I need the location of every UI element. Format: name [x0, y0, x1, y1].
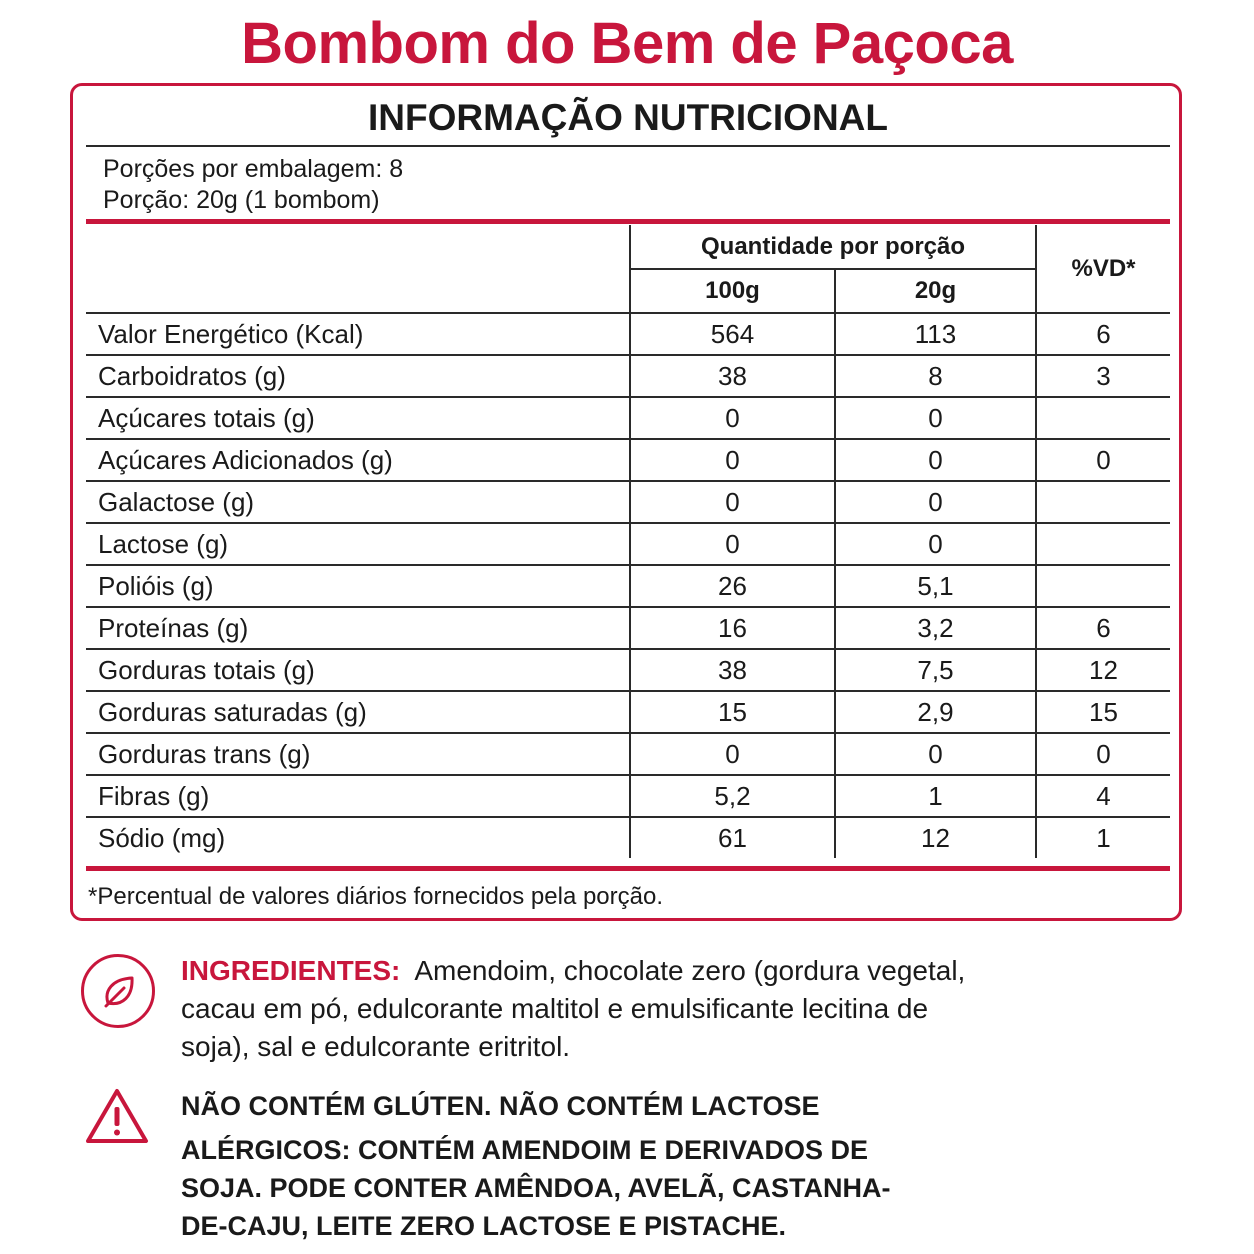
- warning-icon: [84, 1087, 150, 1145]
- allergen-line: ALÉRGICOS: CONTÉM AMENDOIM E DERIVADOS DE: [181, 1135, 869, 1165]
- value-100g: 15: [630, 691, 835, 733]
- nutrient-label: Proteínas (g): [86, 607, 630, 649]
- value-20g: 12: [835, 817, 1036, 858]
- value-20g: 0: [835, 439, 1036, 481]
- value-20g: 3,2: [835, 607, 1036, 649]
- value-100g: 0: [630, 439, 835, 481]
- value-vd: 3: [1036, 355, 1170, 397]
- header-20g: 20g: [835, 269, 1036, 313]
- value-20g: 1: [835, 775, 1036, 817]
- nutrient-label: Açúcares totais (g): [86, 397, 630, 439]
- value-vd: [1036, 565, 1170, 607]
- ingredients-heading: INGREDIENTES:: [181, 955, 401, 986]
- table-row: [86, 775, 1170, 817]
- table-header-blank: [86, 225, 630, 313]
- value-100g: 26: [630, 565, 835, 607]
- value-100g: 38: [630, 355, 835, 397]
- nutrient-label: Gorduras saturadas (g): [86, 691, 630, 733]
- allergen-line: NÃO CONTÉM GLÚTEN. NÃO CONTÉM LACTOSE: [181, 1091, 820, 1121]
- allergen-line: SOJA. PODE CONTER AMÊNDOA, AVELÃ, CASTANHA-: [181, 1173, 891, 1203]
- value-20g: 8: [835, 355, 1036, 397]
- value-vd: 1: [1036, 817, 1170, 858]
- table-row: [86, 607, 1170, 649]
- value-20g: 0: [835, 733, 1036, 775]
- value-20g: 7,5: [835, 649, 1036, 691]
- value-vd: 15: [1036, 691, 1170, 733]
- header-quantity: Quantidade por porção: [630, 225, 1036, 269]
- nutrition-heading: INFORMAÇÃO NUTRICIONAL: [367, 97, 888, 138]
- leaf-icon: [81, 954, 155, 1028]
- allergen-line: DE-CAJU, LEITE ZERO LACTOSE E PISTACHE.: [181, 1211, 787, 1241]
- value-vd: [1036, 481, 1170, 523]
- header-vd: %VD*: [1036, 225, 1170, 313]
- table-row: [86, 691, 1170, 733]
- value-100g: 0: [630, 733, 835, 775]
- value-20g: 5,1: [835, 565, 1036, 607]
- bottom-red-rule: [86, 866, 1170, 871]
- nutrition-table: [86, 225, 1170, 858]
- nutrient-label: Galactose (g): [86, 481, 630, 523]
- value-100g: 16: [630, 607, 835, 649]
- footnote: *Percentual de valores diários fornecidos pela porção.: [88, 883, 664, 910]
- ingredients-block: [181, 952, 981, 1066]
- value-vd: 0: [1036, 733, 1170, 775]
- table-row: [86, 733, 1170, 775]
- value-vd: 4: [1036, 775, 1170, 817]
- value-100g: 564: [630, 313, 835, 355]
- table-row: [86, 355, 1170, 397]
- value-20g: 0: [835, 523, 1036, 565]
- nutrient-label: Polióis (g): [86, 565, 630, 607]
- table-row: [86, 523, 1170, 565]
- value-100g: 38: [630, 649, 835, 691]
- value-vd: [1036, 397, 1170, 439]
- header-100g: 100g: [630, 269, 835, 313]
- nutrient-label: Carboidratos (g): [86, 355, 630, 397]
- table-row: [86, 649, 1170, 691]
- value-100g: 0: [630, 481, 835, 523]
- nutrient-label: Valor Energético (Kcal): [86, 313, 630, 355]
- value-vd: 6: [1036, 607, 1170, 649]
- value-20g: 0: [835, 397, 1036, 439]
- value-20g: 2,9: [835, 691, 1036, 733]
- value-100g: 0: [630, 523, 835, 565]
- value-20g: 0: [835, 481, 1036, 523]
- table-row: [86, 439, 1170, 481]
- table-row: [86, 313, 1170, 355]
- table-row: [86, 397, 1170, 439]
- heading-divider: [86, 145, 1170, 147]
- nutrient-label: Sódio (mg): [98, 822, 226, 853]
- value-vd: 6: [1036, 313, 1170, 355]
- value-vd: 12: [1036, 649, 1170, 691]
- table-row: [86, 817, 1170, 858]
- value-20g: 113: [835, 313, 1036, 355]
- table-row: [86, 481, 1170, 523]
- value-vd: [1036, 523, 1170, 565]
- product-title: Bombom do Bem de Paçoca: [241, 11, 1013, 76]
- nutrient-label: Gorduras trans (g): [86, 733, 630, 775]
- table-row: [86, 565, 1170, 607]
- nutrient-label: Fibras (g): [86, 775, 630, 817]
- allergen-block: [181, 1087, 941, 1245]
- nutrient-label: Gorduras totais (g): [86, 649, 630, 691]
- value-100g: 61: [630, 817, 835, 858]
- value-100g: 0: [630, 397, 835, 439]
- top-red-rule: [86, 219, 1170, 224]
- serving-size: Porção: 20g (1 bombom): [103, 186, 380, 214]
- value-vd: 0: [1036, 439, 1170, 481]
- ingredients-text: Amendoim, chocolate zero (gordura vegetal, cacau em pó, edulcorante maltitol e emulsificante lecitina de soja), sal e edulcorante eritritol.: [181, 955, 966, 1062]
- nutrient-label: Lactose (g): [86, 523, 630, 565]
- value-100g: 5,2: [630, 775, 835, 817]
- servings-per-package: Porções por embalagem: 8: [103, 155, 404, 183]
- nutrient-label: Açúcares Adicionados (g): [86, 439, 630, 481]
